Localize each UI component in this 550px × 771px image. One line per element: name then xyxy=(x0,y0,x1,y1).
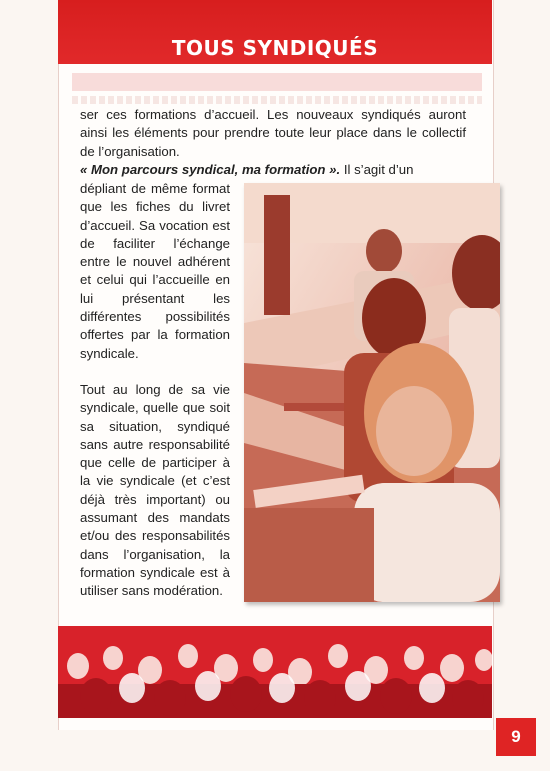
show-through-text-line xyxy=(72,96,482,104)
audience-banner xyxy=(58,626,492,718)
show-through-heading xyxy=(72,73,482,91)
page-number: 9 xyxy=(496,718,536,756)
intro-paragraph-2 xyxy=(80,161,466,179)
page-title: TOUS SYNDIQUÉS xyxy=(171,36,379,60)
meeting-photo xyxy=(244,183,500,602)
brochure-intro: Il s’agit d’un xyxy=(340,161,414,177)
audience-banner-image xyxy=(58,626,492,718)
column-paragraph-2: Tout au long de sa vie syndicale, quelle que soit sa situation, syndiqué sans autre responsabilité que celle de participer à la vie syndicale (et c’est déjà très important) ou assumant des mandats et/ou des responsabilités dans l’organisation, la formation syndicale est à utiliser sans modération. xyxy=(80,381,230,599)
header-band xyxy=(58,0,492,64)
intro-text xyxy=(80,106,466,179)
meeting-photo-image xyxy=(244,183,500,602)
intro-paragraph: ser ces formations d’accueil. Les nouveaux syndiqués auront ainsi les éléments pour prendre toute leur place dans le collectif de l’organisation. xyxy=(80,107,466,159)
text-column xyxy=(80,180,230,619)
brochure-title: « Mon parcours syndical, ma formation ». xyxy=(80,161,341,177)
column-paragraph-1: dépliant de même format que les fiches du livret d’accueil. Sa vocation est de faciliter l’échange entre le nouvel adhérent et celui qui l’accueille en lui présentant les différentes possibilités offertes par la formation syndicale. xyxy=(80,181,230,361)
